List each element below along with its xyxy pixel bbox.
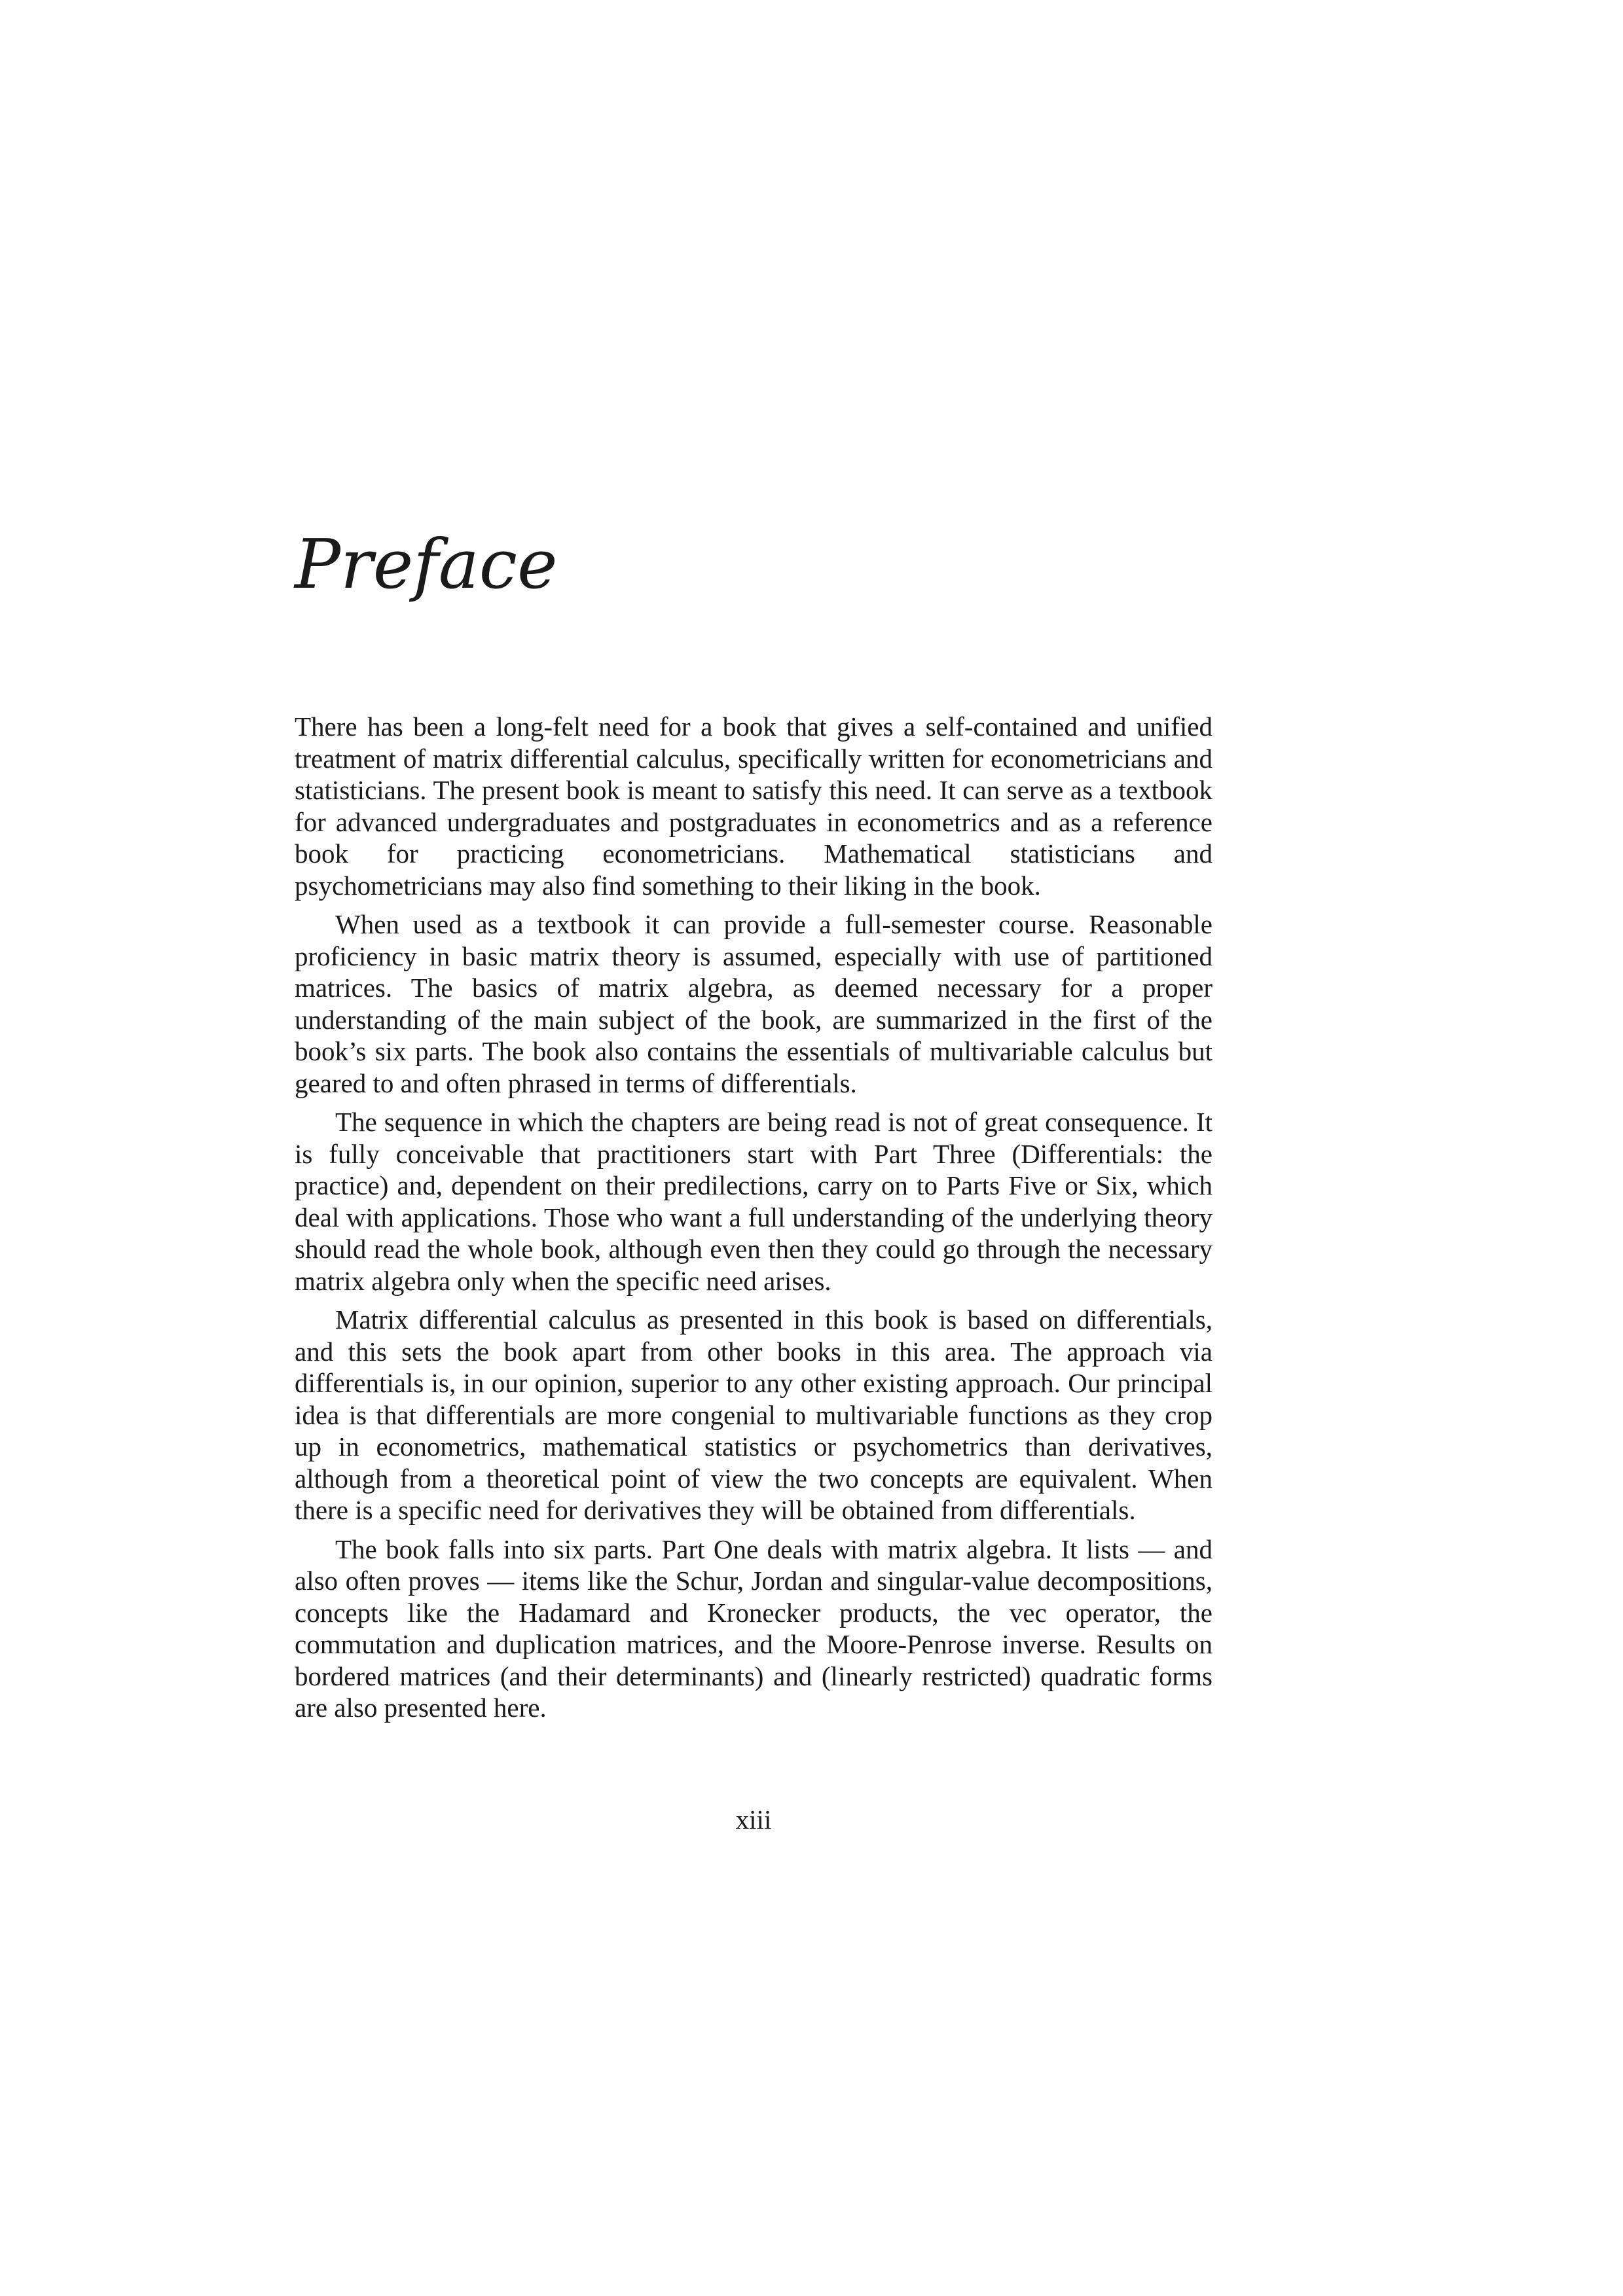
paragraph-4: Matrix differential calculus as presented in this book is based on differentials, and this sets the book apart from other books in this area. The approach via differentials is, in our opinion, superior to any other existing approach. Our principal idea is that differentials are more congenial to multivariable functions as they crop up in econometrics, mathematical statistics or psychometrics than derivatives, although from a theoretical point of view the two concepts are equivalent. When there is a specific need for derivatives they will be obtained from differentials. [295, 1304, 1213, 1525]
page-number: xiii [735, 1804, 772, 1835]
paragraph-1: There has been a long-felt need for a book that gives a self-contained and unified treatment of matrix differential calculus, specifically written for econometricians and statisticians. The present book is meant to satisfy this need. It can serve as a textbook for advanced undergraduates and postgraduates in econometrics and as a reference book for practicing econometricians. Mathematical statisticians and psychometricians may also find something to their liking in the book. [295, 711, 1213, 901]
chapter-title: Preface [295, 524, 558, 604]
paragraph-3: The sequence in which the chapters are being read is not of great consequence. It is fully conceivable that practitioners start with Part Three (Differentials: the practice) and, dependent on their predilections, carry on to Parts Five or Six, which deal with applications. Those who want a full understanding of the underlying theory should read the whole book, although even then they could go through the necessary matrix algebra only when the specific need arises. [295, 1107, 1213, 1296]
paragraph-5: The book falls into six parts. Part One deals with matrix algebra. It lists — and also often proves — items like the Schur, Jordan and singular-value decompositions, concepts like the Hadamard and Kronecker products, the vec operator, the commutation and duplication matrices, and the Moore-Penrose inverse. Results on bordered matrices (and their determinants) and (linearly restricted) quadratic forms are also presented here. [295, 1534, 1213, 1723]
preface-body [295, 711, 1213, 1731]
paragraph-2: When used as a textbook it can provide a full-semester course. Reasonable proficiency in basic matrix theory is assumed, especially with use of partitioned matrices. The basics of matrix algebra, as deemed necessary for a proper understanding of the main subject of the book, are summarized in the first of the book’s six parts. The book also contains the essentials of multivariable calculus but geared to and often phrased in terms of differentials. [295, 909, 1213, 1098]
